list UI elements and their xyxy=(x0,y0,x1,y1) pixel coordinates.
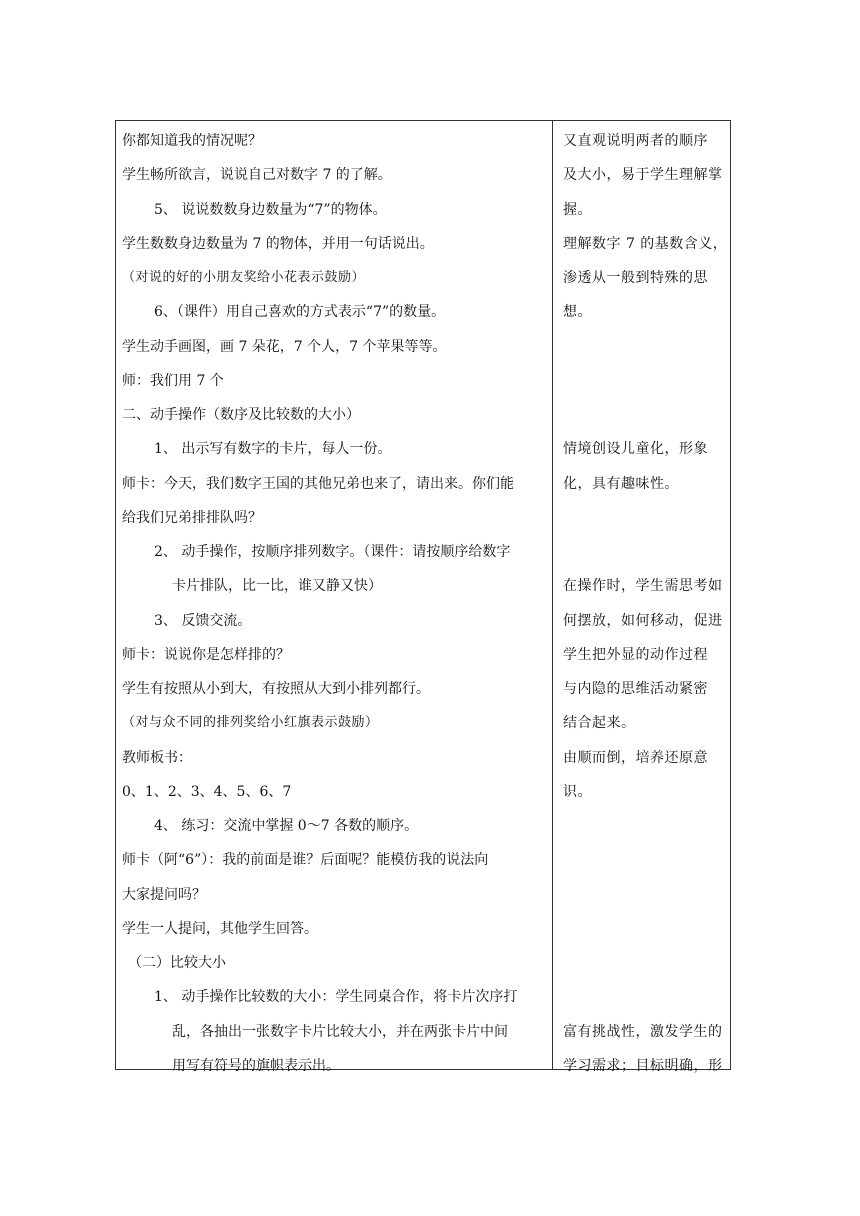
process-line: 给我们兄弟排排队吗？ xyxy=(122,510,262,526)
process-line: 学生畅所欲言，说说自己对数字 7 的了解。 xyxy=(122,167,392,183)
intent-line: 与内隐的思维活动紧密 xyxy=(563,681,708,697)
process-line: （对与众不同的排列奖给小红旗表示鼓励） xyxy=(122,715,379,730)
process-line: 用写有符号的旗帜表示出。 xyxy=(172,1058,340,1074)
process-line: 二、动手操作（数序及比较数的大小） xyxy=(122,407,360,423)
process-line: 学生一人提问，其他学生回答。 xyxy=(122,921,318,937)
process-line: 乱，各抽出一张数字卡片比较大小，并在两张卡片中间 xyxy=(172,1024,508,1040)
process-line: （对说的好的小朋友奖给小花表示鼓励） xyxy=(122,270,366,285)
process-line: 学生动手画图，画 7 朵花，7 个人，7 个苹果等等。 xyxy=(122,339,447,355)
process-line: 师卡：今天，我们数字王国的其他兄弟也来了，请出来。你们能 xyxy=(122,476,514,492)
process-line: 3、 反馈交流。 xyxy=(154,613,252,629)
process-line: 大家提问吗？ xyxy=(122,887,206,903)
process-line: 师卡：说说你是怎样排的？ xyxy=(122,647,290,663)
intent-line: 渗透从一般到特殊的思 xyxy=(563,270,708,286)
process-line: （二）比较大小 xyxy=(128,955,226,971)
intent-line: 理解数字 7 的基数含义， xyxy=(563,236,728,252)
process-line: 5、 说说数数身边数量为“7”的物体。 xyxy=(154,202,387,218)
process-line: 卡片排队，比一比，谁又静又快） xyxy=(172,578,382,594)
intent-line: 由顺而倒，培养还原意 xyxy=(563,750,708,766)
intent-line: 及大小，易于学生理解掌 xyxy=(563,167,723,183)
process-line: 学生数数身边数量为 7 的物体，并用一句话说出。 xyxy=(122,236,434,252)
process-line: 2、 动手操作，按顺序排列数字。（课件：请按顺序给数字 xyxy=(154,544,511,560)
lesson-table xyxy=(115,120,731,1074)
process-line: 师卡（阿“6”）：我的前面是谁？后面呢？能模仿我的说法向 xyxy=(122,852,489,868)
intent-line: 情境创设儿童化，形象 xyxy=(563,441,708,457)
intent-line: 何摆放，如何移动，促进 xyxy=(563,613,723,629)
intent-line: 识。 xyxy=(563,784,592,800)
process-line: 学生有按照从小到大，有按照从大到小排列都行。 xyxy=(122,681,430,697)
intent-line: 想。 xyxy=(563,304,592,320)
process-line: 教师板书： xyxy=(122,750,192,766)
process-line: 6、（课件）用自己喜欢的方式表示“7”的数量。 xyxy=(154,304,446,320)
intent-line: 又直观说明两者的顺序 xyxy=(563,133,708,149)
intent-line: 学生把外显的动作过程 xyxy=(563,647,708,663)
intent-line: 握。 xyxy=(563,202,592,218)
intent-line: 结合起来。 xyxy=(563,715,636,731)
process-line: 师：我们用 7 个 xyxy=(122,373,224,389)
process-line: 4、 练习：交流中掌握 0～7 各数的顺序。 xyxy=(154,818,419,834)
process-line: 1、 出示写有数字的卡片，每人一份。 xyxy=(154,441,392,457)
process-line: 你都知道我的情况呢？ xyxy=(122,133,262,149)
intent-line: 在操作时，学生需思考如 xyxy=(563,578,723,594)
intent-line: 富有挑战性，激发学生的 xyxy=(563,1024,723,1040)
intent-column xyxy=(553,121,730,1074)
intent-line: 化，具有趣味性。 xyxy=(563,476,679,492)
process-line: 1、 动手操作比较数的大小：学生同桌合作，将卡片次序打 xyxy=(154,989,518,1005)
intent-line: 学习需求；目标明确，形 xyxy=(563,1058,723,1074)
process-line: 0、1、2、3、4、5、6、7 xyxy=(122,784,292,800)
